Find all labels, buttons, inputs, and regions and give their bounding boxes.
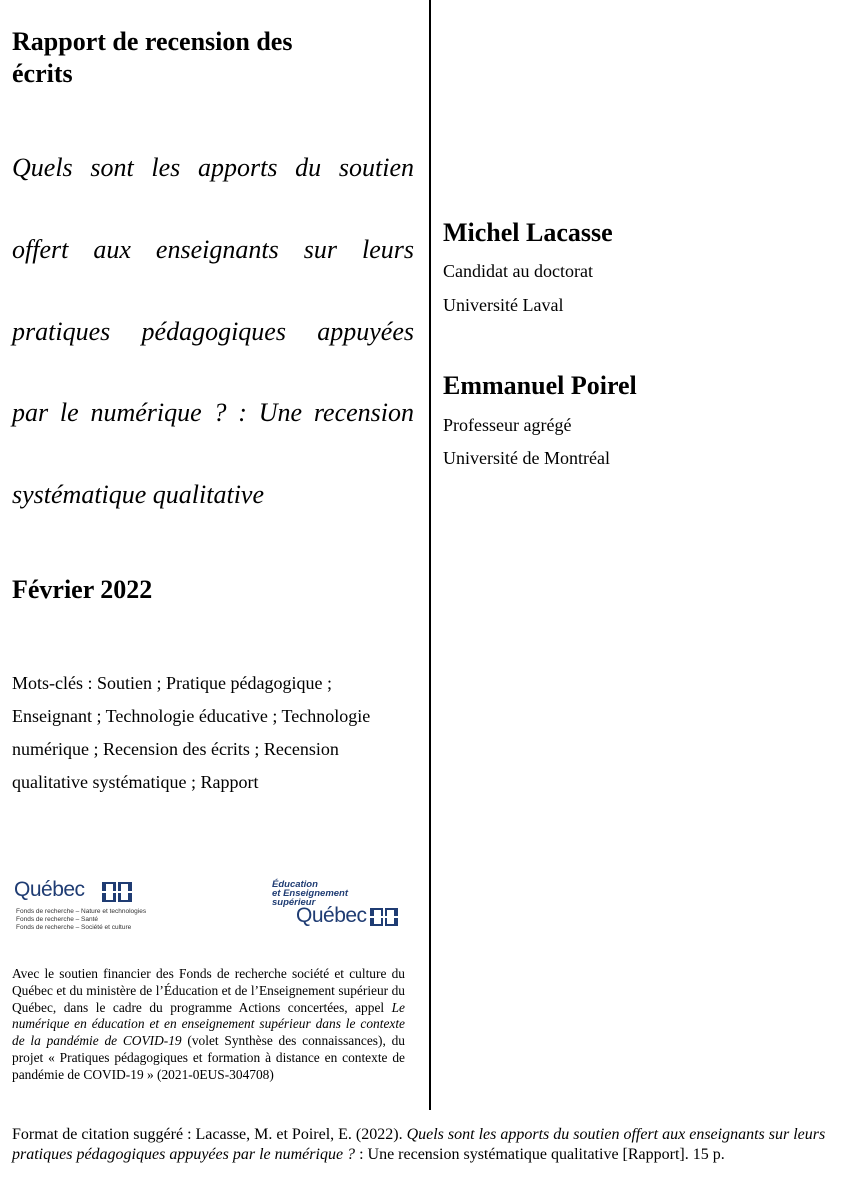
meq-logo-heading: Éducation et Enseignement supérieur <box>272 879 349 908</box>
keywords-line: Enseignant ; Technologie éducative ; Technologie <box>12 706 371 726</box>
title-line: systématique qualitative <box>12 480 265 509</box>
author-name: Michel Lacasse <box>443 218 613 247</box>
title-line: pratiques pédagogiques appuyées <box>12 317 414 346</box>
author-name: Emmanuel Poirel <box>443 371 637 400</box>
column-divider <box>429 0 431 1110</box>
title-line: Quels sont les apports du soutien <box>12 153 414 182</box>
funding-acknowledgement: Avec le soutien financier des Fonds de recherche société et culture du Québec et du ministère de l’Éducation et de l’Enseignement supérieur du Québec, dans le cadre du programme Actions concertées, appel Le numérique en éducation et en enseignement supérieur dans le contexte de la pandémie de COVID-19 (volet Synthèse des connaissances), du projet « Pratiques pédagogiques et formation à distance en contexte de pandémie de COVID-19 » (2021-0EUS-304708) <box>12 966 405 1082</box>
frq-logo-line: Fonds de recherche – Nature et technologies <box>16 908 147 915</box>
title-line: offert aux enseignants sur leurs <box>12 235 414 264</box>
keywords-line: qualitative systématique ; Rapport <box>12 772 259 792</box>
author-institution: Université Laval <box>443 295 564 315</box>
suggested-citation: Format de citation suggéré : Lacasse, M. et Poirel, E. (2022). Quels sont les apports du soutien offert aux enseignants sur leurs pratiques pédagogiques appuyées par le numérique ? : Une recension systématique qualitative [Rapport]. 15 p. <box>12 1126 826 1163</box>
frq-logo-wordmark: Québec <box>14 878 85 901</box>
frq-logo-line: Fonds de recherche – Société et culture <box>16 924 132 931</box>
title-line: par le numérique ? : Une recension <box>12 398 414 427</box>
publication-date: Février 2022 <box>12 575 153 604</box>
frq-quebec-logo <box>14 878 154 938</box>
report-type-heading <box>12 26 412 90</box>
quebec-flag-icon <box>102 882 132 902</box>
author-role: Candidat au doctorat <box>443 261 593 281</box>
report-type-line: Rapport de recension des <box>12 27 293 56</box>
quebec-flag-icon <box>370 908 398 926</box>
meq-logo-wordmark: Québec <box>296 904 367 927</box>
author-role: Professeur agrégé <box>443 415 572 435</box>
keywords-line: numérique ; Recension des écrits ; Recension <box>12 739 339 759</box>
author-institution: Université de Montréal <box>443 448 610 468</box>
meq-quebec-logo <box>272 880 412 932</box>
report-type-line: écrits <box>12 59 73 88</box>
keywords-line: Mots-clés : Soutien ; Pratique pédagogique ; <box>12 673 332 693</box>
frq-logo-line: Fonds de recherche – Santé <box>16 916 99 923</box>
